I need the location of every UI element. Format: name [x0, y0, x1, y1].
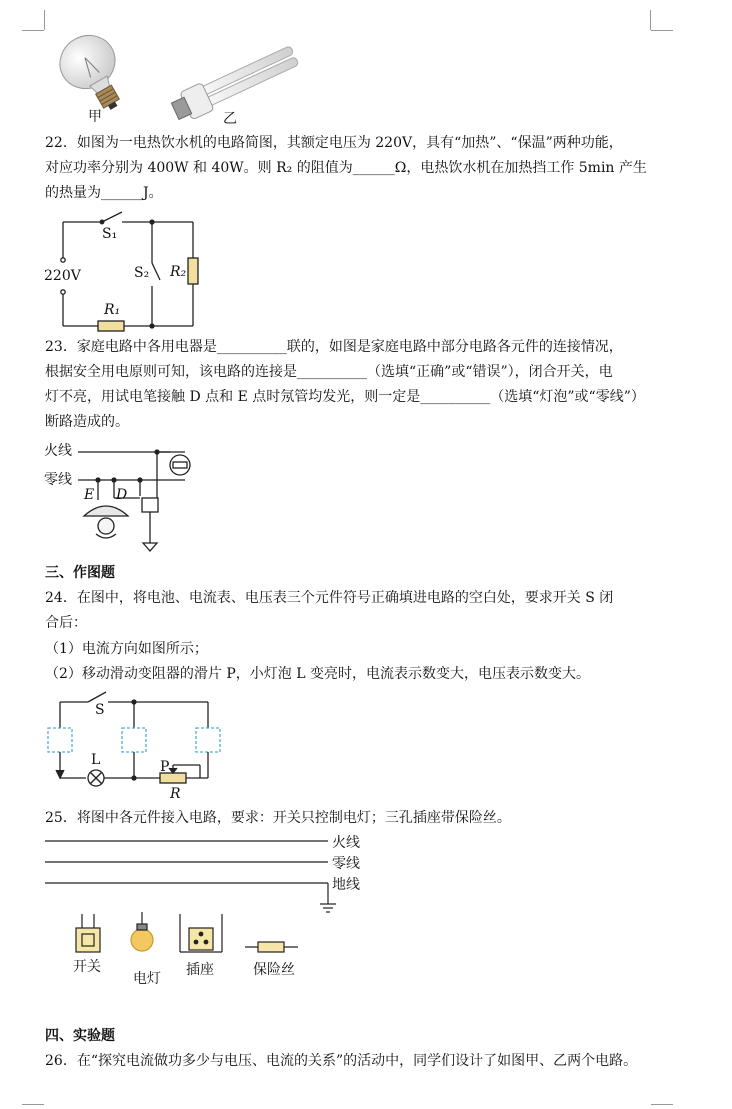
v-label: 220V	[44, 268, 81, 284]
d-point-label: D	[116, 487, 128, 503]
crop-mark	[44, 10, 45, 30]
q22-line-3: 的热量为______J。	[45, 185, 163, 201]
lamp-label: 电灯	[133, 971, 161, 987]
switch-s2-blade	[152, 263, 160, 280]
q22-line-2: 对应功率分别为 400W 和 40W。则 R₂ 的阻值为______Ω，电热饮水机在加热挡工作 5min 产生	[45, 160, 647, 176]
e-point-label: E	[84, 487, 95, 503]
p-slider-label: P	[160, 759, 170, 775]
q24-circuit-drawing	[40, 690, 240, 805]
q24-line-3: （1）电流方向如图所示；	[45, 641, 208, 657]
crop-mark	[651, 1104, 673, 1105]
fuse-icon	[245, 942, 298, 952]
q24-circuit	[40, 690, 240, 805]
r1-label: R₁	[104, 302, 121, 318]
section-4-heading: 四、实验题	[45, 1028, 115, 1044]
bulb-a-label: 甲	[88, 109, 102, 125]
s2-label: S₂	[134, 265, 150, 281]
bulbs-figure	[40, 30, 300, 128]
q23-line-3: 灯不亮，用试电笔接触 D 点和 E 点时氖管均发光，则一定是__________（选填“灯泡”或“零线”）	[45, 389, 645, 405]
l-lamp-label: L	[91, 752, 101, 768]
section-3-heading: 三、作图题	[45, 565, 115, 581]
q22-line-1: 22．如图为一电热饮水机的电路简图，其额定电压为 220V，具有“加热”、“保温”两种功能，	[45, 135, 623, 151]
crop-mark	[651, 30, 673, 31]
q26-line-1: 26．在“探究电流做功多少与电压、电流的关系”的活动中，同学们设计了如图甲、乙两个电路。	[45, 1053, 638, 1069]
crop-mark	[22, 1104, 44, 1105]
zero-wire-label: 零线	[44, 472, 72, 488]
q23-line-4: 断路造成的。	[45, 414, 129, 430]
fire-line-label: 火线	[332, 835, 360, 851]
socket-icon	[180, 914, 222, 952]
switch-s1-blade	[102, 212, 122, 222]
q24-line-4: （2）移动滑动变阻器的滑片 P，小灯泡 L 变亮时，电流表示数变大，电压表示数变大。	[45, 666, 590, 682]
fire-wire-label: 火线	[44, 443, 72, 459]
q25-line-1: 25．将图中各元件接入电路，要求：开关只控制电灯；三孔插座带保险丝。	[45, 810, 511, 826]
q22-circuit	[40, 208, 210, 333]
switch-icon	[76, 914, 100, 952]
q23-circuit	[40, 438, 210, 556]
socket-label: 插座	[186, 962, 214, 978]
bulb-b-label: 乙	[223, 111, 237, 127]
q25-wiring-figure	[40, 832, 380, 990]
s1-label: S₁	[102, 226, 118, 242]
r-rheostat-label: R	[170, 786, 181, 802]
q23-line-1: 23．家庭电路中各用电器是__________联的，如图是家庭电路中部分电路各元件的连接情况，	[45, 339, 623, 355]
fuse-label: 保险丝	[253, 962, 295, 978]
zero-line-label: 零线	[332, 856, 360, 872]
q24-line-1: 24．在图中，将电池、电流表、电压表三个元件符号正确填进电路的空白处，要求开关 S 闭	[45, 590, 614, 606]
bulbs-drawing	[40, 30, 300, 128]
ground-line-label: 地线	[332, 877, 360, 893]
q23-line-2: 根据安全用电原则可知，该电路的连接是__________（选填“正确”或“错误”），闭合开关，电	[45, 364, 613, 380]
lamp-icon	[131, 912, 153, 951]
crop-mark	[650, 10, 651, 30]
r2-label: R₂	[170, 264, 187, 280]
q24-line-2: 合后：	[45, 615, 87, 631]
s-switch-label: S	[95, 702, 105, 718]
switch-label: 开关	[73, 959, 101, 975]
